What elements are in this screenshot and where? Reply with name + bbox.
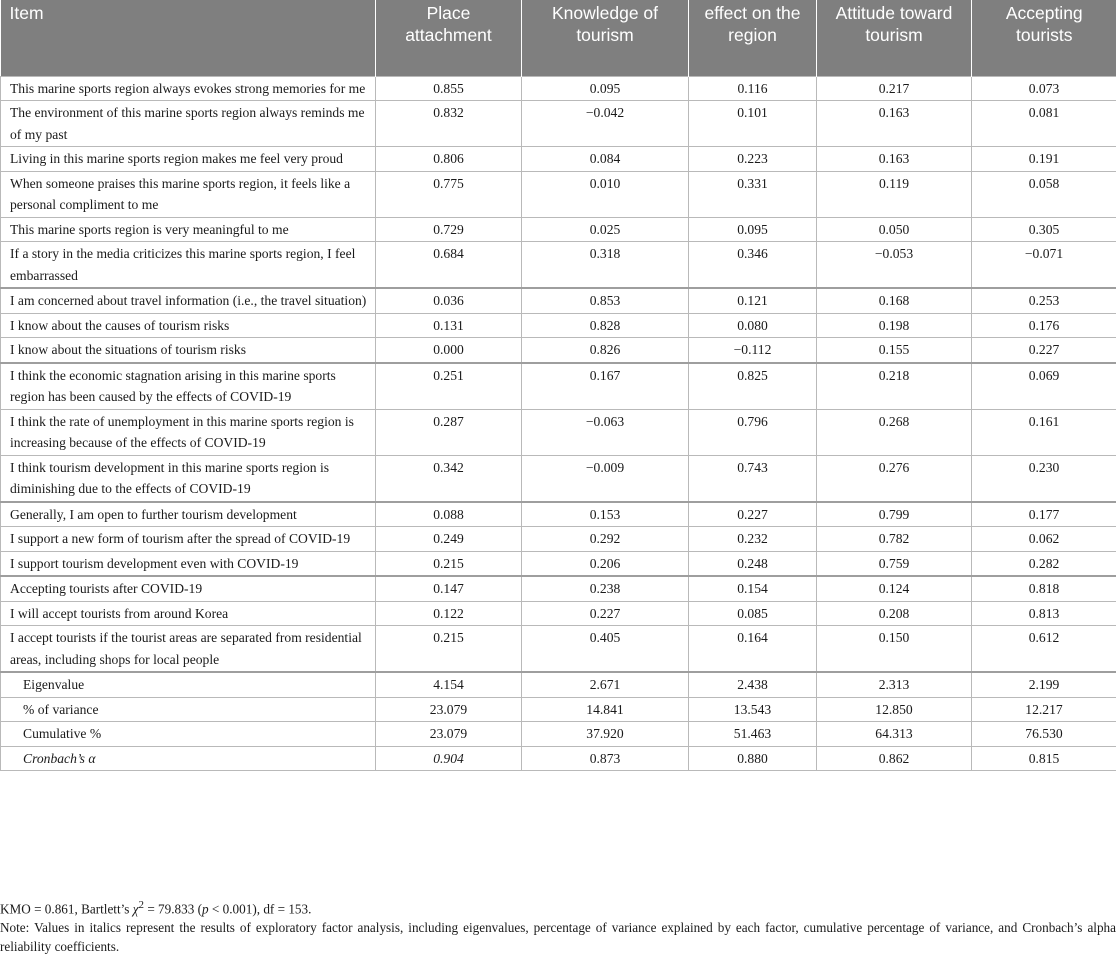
loading-cell: 0.813	[972, 601, 1116, 626]
header-effect-on-region: effect on the region	[689, 0, 817, 76]
loading-cell: 0.268	[817, 409, 972, 455]
loading-cell: 0.150	[817, 626, 972, 673]
loading-cell: 0.223	[689, 147, 817, 172]
loading-cell: 0.164	[689, 626, 817, 673]
p-symbol: p	[202, 901, 209, 917]
loading-cell: 0.832	[376, 101, 522, 147]
loading-cell: 0.684	[376, 242, 522, 289]
stat-value-cell: 2.671	[522, 672, 689, 697]
stat-value-cell: 2.313	[817, 672, 972, 697]
loading-cell: 0.121	[689, 288, 817, 313]
loading-cell: 0.292	[522, 527, 689, 552]
loading-cell: 0.062	[972, 527, 1116, 552]
loading-cell: 0.116	[689, 76, 817, 101]
loading-cell: 0.084	[522, 147, 689, 172]
loading-cell: 0.161	[972, 409, 1116, 455]
stat-label-cell: % of variance	[1, 697, 376, 722]
item-cell: I will accept tourists from around Korea	[1, 601, 376, 626]
loading-cell: 0.612	[972, 626, 1116, 673]
loading-cell: 0.198	[817, 313, 972, 338]
loading-cell: 0.828	[522, 313, 689, 338]
stat-row	[1, 746, 1116, 771]
stat-value-cell: 0.880	[689, 746, 817, 771]
loading-cell: 0.230	[972, 455, 1116, 502]
loading-cell: 0.227	[689, 502, 817, 527]
loading-cell: 0.206	[522, 551, 689, 576]
table-row	[1, 147, 1116, 172]
stat-value-cell: 64.313	[817, 722, 972, 747]
loading-cell: 0.276	[817, 455, 972, 502]
stat-label-cell: Cumulative %	[1, 722, 376, 747]
table-row	[1, 626, 1116, 673]
loading-cell: 0.176	[972, 313, 1116, 338]
stat-value-cell: 13.543	[689, 697, 817, 722]
loading-cell: 0.119	[817, 171, 972, 217]
loading-cell: 0.095	[522, 76, 689, 101]
item-cell: This marine sports region always evokes strong memories for me	[1, 76, 376, 101]
stat-value-cell: 0.904	[376, 746, 522, 771]
header-attitude-toward-tourism: Attitude toward tourism	[817, 0, 972, 76]
loading-cell: 0.155	[817, 338, 972, 363]
table-row	[1, 242, 1116, 289]
kmo-middle: = 79.833 (	[144, 901, 203, 917]
stat-value-cell: 37.920	[522, 722, 689, 747]
loading-cell: −0.042	[522, 101, 689, 147]
loading-cell: 0.806	[376, 147, 522, 172]
loading-cell: 0.287	[376, 409, 522, 455]
table-notes	[0, 896, 1116, 956]
chi-exponent: 2	[138, 899, 145, 911]
item-cell: Generally, I am open to further tourism development	[1, 502, 376, 527]
loading-cell: 0.124	[817, 576, 972, 601]
note-text: Note: Values in italics represent the results of exploratory factor analysis, including eigenvalues, percentage of variance explained by each factor, cumulative percentage of variance, and Cronbach’s alpha reliability coefficients.	[0, 920, 1116, 955]
item-cell: If a story in the media criticizes this marine sports region, I feel embarrassed	[1, 242, 376, 289]
loading-cell: 0.058	[972, 171, 1116, 217]
loading-cell: 0.232	[689, 527, 817, 552]
loading-cell: 0.775	[376, 171, 522, 217]
item-cell: Living in this marine sports region makes me feel very proud	[1, 147, 376, 172]
loading-cell: 0.036	[376, 288, 522, 313]
item-cell: I think the rate of unemployment in this marine sports region is increasing because of the effects of COVID-19	[1, 409, 376, 455]
loading-cell: 0.825	[689, 363, 817, 410]
item-cell: I support a new form of tourism after the spread of COVID-19	[1, 527, 376, 552]
loading-cell: 0.826	[522, 338, 689, 363]
kmo-suffix: < 0.001), df = 153.	[208, 901, 312, 917]
loading-cell: 0.218	[817, 363, 972, 410]
stat-label-cell: Cronbach’s α	[1, 746, 376, 771]
loading-cell: 0.069	[972, 363, 1116, 410]
header-item: Item	[1, 0, 376, 76]
loading-cell: 0.080	[689, 313, 817, 338]
loading-cell: 0.163	[817, 147, 972, 172]
stat-value-cell: 51.463	[689, 722, 817, 747]
table-row	[1, 527, 1116, 552]
loading-cell: 0.101	[689, 101, 817, 147]
stat-label-cell: Eigenvalue	[1, 672, 376, 697]
stat-value-cell: 23.079	[376, 722, 522, 747]
loading-cell: −0.009	[522, 455, 689, 502]
loading-cell: 0.191	[972, 147, 1116, 172]
table-row	[1, 576, 1116, 601]
loading-cell: 0.346	[689, 242, 817, 289]
loading-cell: 0.010	[522, 171, 689, 217]
loading-cell: 0.085	[689, 601, 817, 626]
loading-cell: 0.282	[972, 551, 1116, 576]
loading-cell: −0.053	[817, 242, 972, 289]
stat-row	[1, 697, 1116, 722]
kmo-prefix: KMO = 0.861, Bartlett’s	[0, 901, 133, 917]
header-place-attachment: Place attachment	[376, 0, 522, 76]
stat-value-cell: 0.862	[817, 746, 972, 771]
stat-value-cell: 0.815	[972, 746, 1116, 771]
loading-cell: 0.729	[376, 217, 522, 242]
stat-value-cell: 12.217	[972, 697, 1116, 722]
loading-cell: 0.073	[972, 76, 1116, 101]
loading-cell: 0.217	[817, 76, 972, 101]
loading-cell: 0.208	[817, 601, 972, 626]
table-header-row	[1, 0, 1116, 76]
loading-cell: 0.253	[972, 288, 1116, 313]
stat-value-cell: 23.079	[376, 697, 522, 722]
table-body	[1, 76, 1116, 771]
loading-cell: 0.853	[522, 288, 689, 313]
loading-cell: 0.168	[817, 288, 972, 313]
kmo-line	[0, 896, 1116, 918]
item-cell: I know about the causes of tourism risks	[1, 313, 376, 338]
loading-cell: 0.782	[817, 527, 972, 552]
table-row	[1, 171, 1116, 217]
item-cell: This marine sports region is very meaningful to me	[1, 217, 376, 242]
loading-cell: 0.405	[522, 626, 689, 673]
loading-cell: 0.249	[376, 527, 522, 552]
loading-cell: −0.063	[522, 409, 689, 455]
chi-symbol: χ	[132, 901, 139, 917]
stat-row	[1, 672, 1116, 697]
loading-cell: 0.855	[376, 76, 522, 101]
item-cell: I accept tourists if the tourist areas are separated from residential areas, including shops for local people	[1, 626, 376, 673]
loading-cell: 0.248	[689, 551, 817, 576]
loading-cell: 0.227	[522, 601, 689, 626]
loading-cell: 0.025	[522, 217, 689, 242]
loading-cell: 0.154	[689, 576, 817, 601]
loading-cell: 0.759	[817, 551, 972, 576]
item-cell: I know about the situations of tourism risks	[1, 338, 376, 363]
loading-cell: 0.147	[376, 576, 522, 601]
stat-row	[1, 722, 1116, 747]
loading-cell: 0.215	[376, 626, 522, 673]
stat-value-cell: 76.530	[972, 722, 1116, 747]
loading-cell: 0.000	[376, 338, 522, 363]
header-accepting-tourists: Accepting tourists	[972, 0, 1116, 76]
table-row	[1, 601, 1116, 626]
loading-cell: 0.318	[522, 242, 689, 289]
table-row	[1, 288, 1116, 313]
loading-cell: 0.163	[817, 101, 972, 147]
loading-cell: 0.153	[522, 502, 689, 527]
table-row	[1, 338, 1116, 363]
table-row	[1, 551, 1116, 576]
table-row	[1, 76, 1116, 101]
loading-cell: 0.238	[522, 576, 689, 601]
stat-value-cell: 12.850	[817, 697, 972, 722]
loading-cell: 0.131	[376, 313, 522, 338]
item-cell: When someone praises this marine sports region, it feels like a personal compliment to me	[1, 171, 376, 217]
loading-cell: −0.071	[972, 242, 1116, 289]
loading-cell: 0.799	[817, 502, 972, 527]
loading-cell: 0.305	[972, 217, 1116, 242]
item-cell: Accepting tourists after COVID-19	[1, 576, 376, 601]
stat-value-cell: 2.438	[689, 672, 817, 697]
table-row	[1, 455, 1116, 502]
stat-value-cell: 4.154	[376, 672, 522, 697]
loading-cell: −0.112	[689, 338, 817, 363]
item-cell: I think tourism development in this marine sports region is diminishing due to the effects of COVID-19	[1, 455, 376, 502]
loading-cell: 0.081	[972, 101, 1116, 147]
loading-cell: 0.177	[972, 502, 1116, 527]
loading-cell: 0.342	[376, 455, 522, 502]
stat-value-cell: 0.873	[522, 746, 689, 771]
loading-cell: 0.796	[689, 409, 817, 455]
item-cell: The environment of this marine sports region always reminds me of my past	[1, 101, 376, 147]
table-row	[1, 313, 1116, 338]
table-row	[1, 409, 1116, 455]
loading-cell: 0.050	[817, 217, 972, 242]
loading-cell: 0.095	[689, 217, 817, 242]
loading-cell: 0.122	[376, 601, 522, 626]
table-row	[1, 363, 1116, 410]
loading-cell: 0.167	[522, 363, 689, 410]
table-row	[1, 101, 1116, 147]
stat-value-cell: 2.199	[972, 672, 1116, 697]
loading-cell: 0.227	[972, 338, 1116, 363]
loading-cell: 0.215	[376, 551, 522, 576]
loading-cell: 0.088	[376, 502, 522, 527]
table-row	[1, 502, 1116, 527]
loading-cell: 0.743	[689, 455, 817, 502]
header-knowledge-of-tourism: Knowledge of tourism	[522, 0, 689, 76]
stat-value-cell: 14.841	[522, 697, 689, 722]
loading-cell: 0.251	[376, 363, 522, 410]
loading-cell: 0.331	[689, 171, 817, 217]
table-row	[1, 217, 1116, 242]
item-cell: I support tourism development even with COVID-19	[1, 551, 376, 576]
loading-cell: 0.818	[972, 576, 1116, 601]
item-cell: I am concerned about travel information (i.e., the travel situation)	[1, 288, 376, 313]
item-cell: I think the economic stagnation arising in this marine sports region has been caused by the effects of COVID-19	[1, 363, 376, 410]
